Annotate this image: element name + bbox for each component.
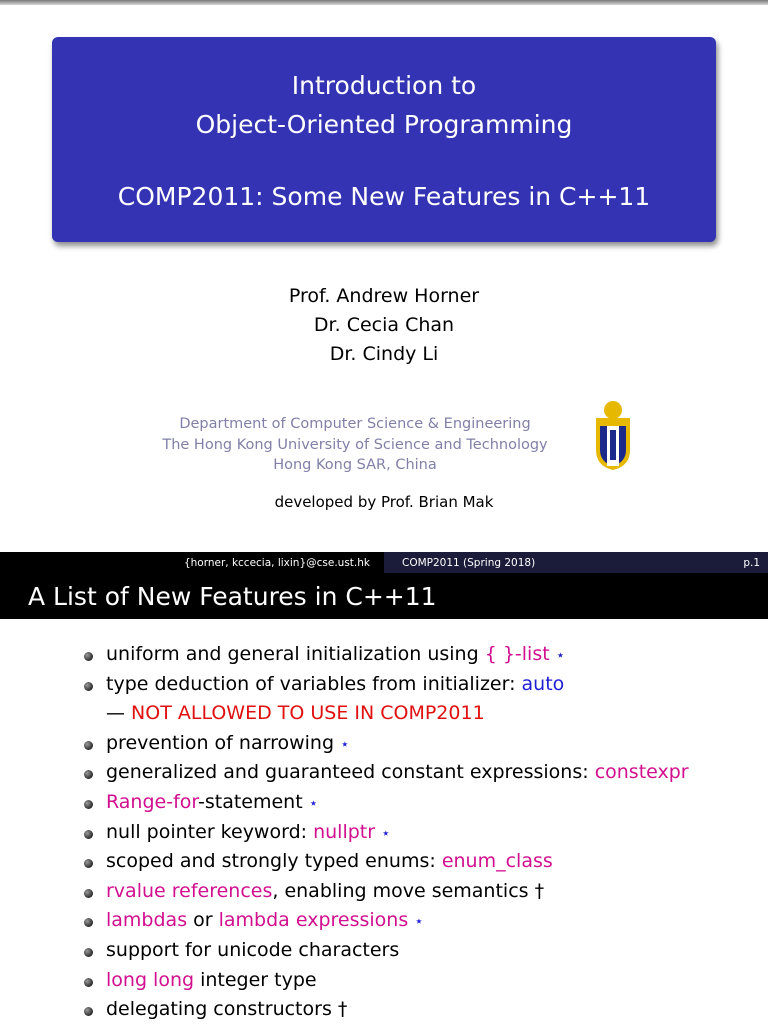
author-1: Prof. Andrew Horner — [288, 285, 480, 307]
institute-line-3: Hong Kong SAR, China — [273, 457, 437, 473]
institute — [140, 414, 570, 476]
star-icon: ⋆ — [555, 646, 566, 664]
dagger-icon: † — [337, 998, 348, 1021]
list-item: support for unicode characters — [0, 936, 768, 966]
bullet-icon — [84, 978, 93, 987]
bullet-icon — [84, 859, 93, 868]
list-item: long long integer type — [0, 966, 768, 996]
bullet-icon — [84, 652, 93, 661]
list-item: type deduction of variables from initializer: auto — [0, 670, 768, 700]
author-2: Dr. Cecia Chan — [313, 314, 455, 336]
star-icon: ⋆ — [414, 912, 424, 931]
footer-course: COMP2011 (Spring 2018) — [402, 557, 536, 569]
list-item: lambdas or lambda expressions ⋆ — [0, 906, 768, 936]
footer-email: {horner, kccecia, lixin}@cse.ust.hk — [183, 557, 370, 569]
star-icon: ⋆ — [381, 823, 391, 842]
list-item: rvalue references, enabling move semantics † — [0, 877, 768, 907]
bullet-icon — [84, 889, 93, 898]
bullet-icon — [84, 830, 93, 839]
title-line-3: COMP2011: Some New Features in C++11 — [117, 182, 651, 211]
list-item: prevention of narrowing ⋆ — [0, 729, 768, 759]
top-edge — [0, 0, 768, 5]
title-line-1: Introduction to — [291, 71, 477, 100]
star-icon: ⋆ — [340, 734, 350, 753]
university-logo — [590, 400, 636, 472]
slide-2-title: A List of New Features in C++11 — [28, 582, 437, 611]
feature-list — [0, 640, 768, 1025]
list-item: Range-for-statement ⋆ — [0, 788, 768, 818]
title-block — [52, 37, 716, 242]
bullet-icon — [84, 918, 93, 927]
list-item: uniform and general initialization using { }-list ⋆ — [0, 640, 768, 670]
developed-by: developed by Prof. Brian Mak — [274, 493, 494, 511]
list-item: delegating constructors † — [0, 995, 768, 1025]
list-item: scoped and strongly typed enums: enum_class — [0, 847, 768, 877]
footer-page-number: p.1 — [743, 557, 760, 569]
footer-course-box — [384, 552, 768, 573]
title-line-2: Object-Oriented Programming — [195, 110, 573, 139]
author-list — [0, 282, 768, 369]
slide-2-title-bar — [0, 573, 768, 619]
bullet-icon — [84, 948, 93, 957]
dagger-icon: † — [534, 879, 545, 902]
bullet-icon — [84, 1007, 93, 1016]
bullet-icon — [84, 682, 93, 691]
footer-bar — [0, 552, 768, 573]
bullet-icon — [84, 770, 93, 779]
list-item: generalized and guaranteed constant expressions: constexpr — [0, 758, 768, 788]
bullet-icon — [84, 800, 93, 809]
list-item: null pointer keyword: nullptr ⋆ — [0, 818, 768, 848]
author-3: Dr. Cindy Li — [329, 343, 439, 365]
list-item-continuation: — NOT ALLOWED TO USE IN COMP2011 — [106, 702, 485, 725]
institute-line-2: The Hong Kong University of Science and Technology — [162, 436, 548, 453]
bullet-icon — [84, 741, 93, 750]
star-icon: ⋆ — [308, 793, 319, 812]
institute-line-1: Department of Computer Science & Engineering — [179, 416, 531, 432]
